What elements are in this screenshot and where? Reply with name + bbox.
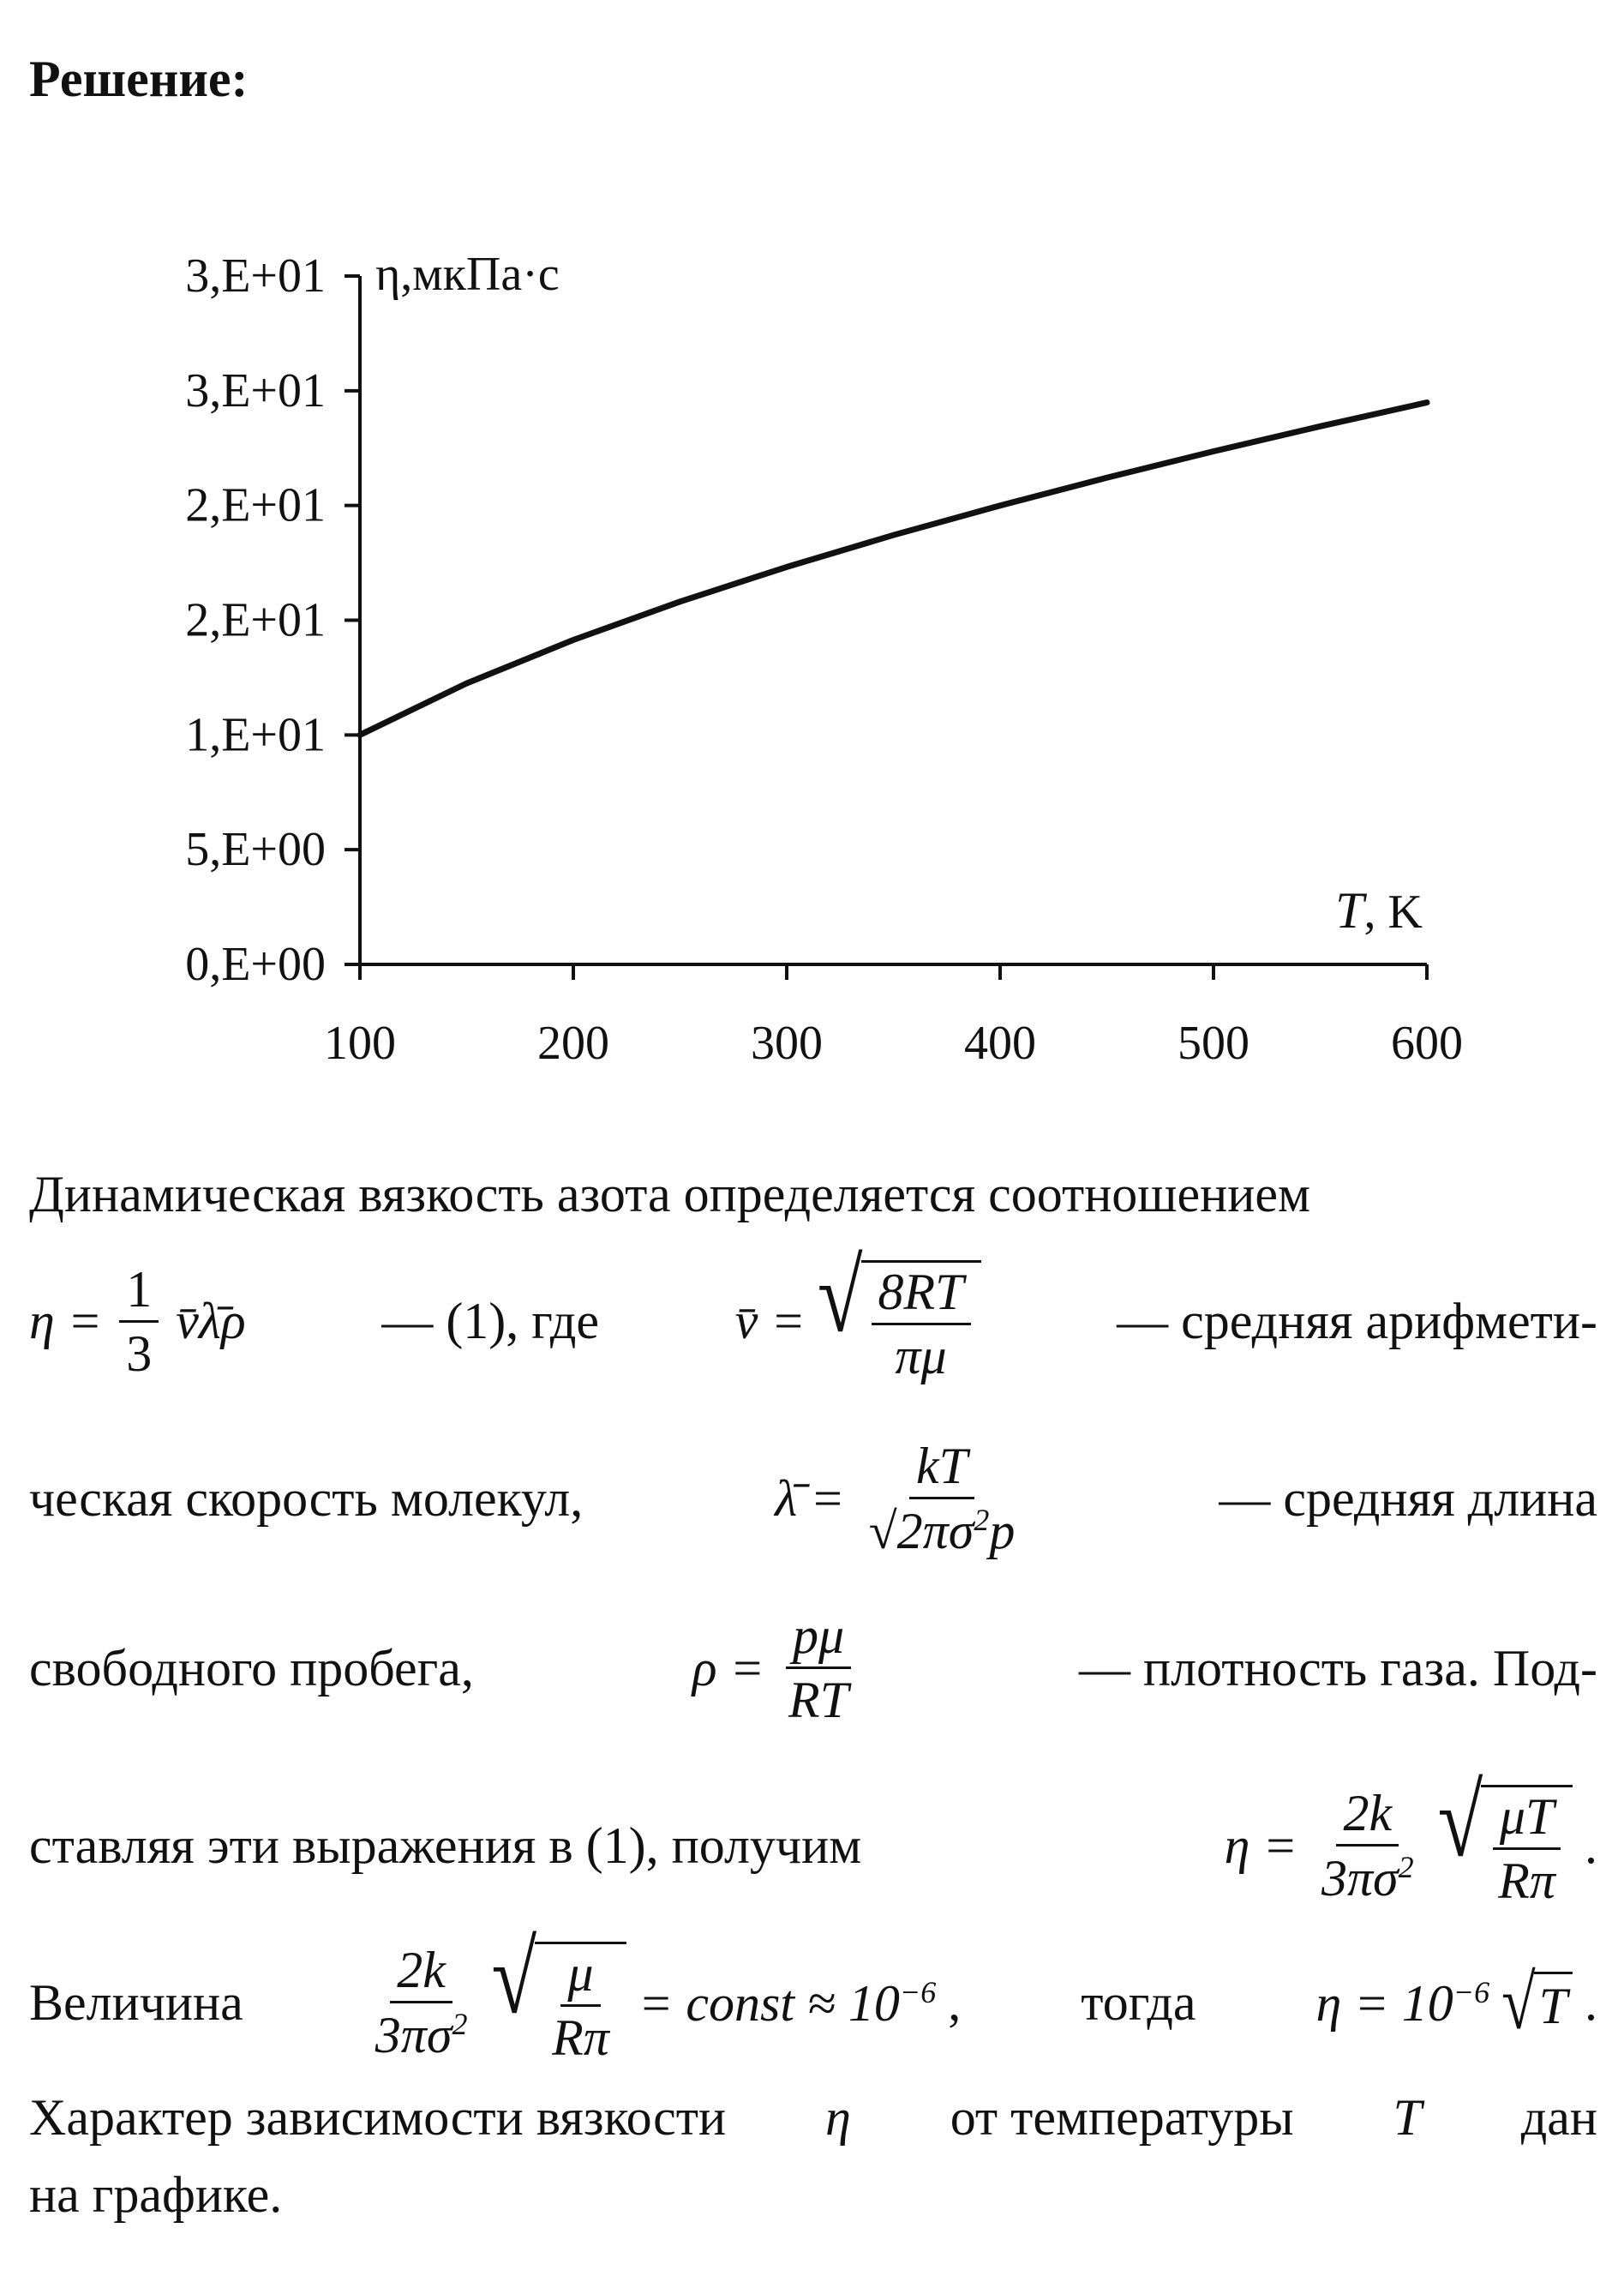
y-axis-label: η,мкПа·с bbox=[375, 248, 560, 301]
text-l4-end: — плотность газа. Под- bbox=[1079, 1639, 1597, 1696]
x-axis-label-symbol: T bbox=[1335, 882, 1364, 939]
text-line-3 bbox=[29, 1440, 1597, 1557]
eta-equals: η = bbox=[29, 1293, 103, 1349]
vbar-equals: v̄ = bbox=[734, 1293, 806, 1349]
text-l6-start: Величина bbox=[29, 1974, 243, 2031]
text-l1: Динамическая вязкость азота определяется соотношением bbox=[29, 1166, 1310, 1222]
x-axis-label-unit: , K bbox=[1363, 886, 1423, 939]
text-l3-start: ческая скорость молекул, bbox=[29, 1470, 584, 1527]
fraction-mean-free-path: $\frac{kT}{√2\pi\sigma^2p}$ bbox=[868, 1438, 1016, 1559]
text-l2-end: — средняя арифмети- bbox=[1117, 1293, 1597, 1349]
dot-l5: . bbox=[1585, 1817, 1597, 1874]
y-tick-label: 2,E+01 bbox=[185, 593, 326, 647]
eta-final: η = 10 bbox=[1315, 1974, 1453, 2032]
y-tick-label: 5,E+00 bbox=[185, 823, 326, 877]
solution-heading: Решение: bbox=[29, 51, 249, 107]
y-tick-label: 3,E+01 bbox=[185, 363, 326, 417]
sqrt-8rt-pimu: √ $\frac{8RT}{\pi\mu}$ bbox=[818, 1260, 981, 1382]
sqrt-mut-rpi: √ $\frac{\mu T}{R\pi}$ bbox=[1438, 1785, 1573, 1907]
text-l5-start: ставляя эти выражения в (1), получим bbox=[29, 1817, 862, 1874]
text-line-5 bbox=[29, 1763, 1597, 1909]
fraction-density: $\frac{p\mu}{RT}$ bbox=[782, 1610, 855, 1726]
text-line-6: Величина $\frac{2k}{3\pi\sigma^2}$ √ $\frac{\mu}{R\pi}$ = const ≈ $10^{-6}$ , тогда $\eta = 10^{-6}$ √ T . bbox=[29, 1919, 1597, 2066]
eta-equals-2: η = bbox=[1224, 1817, 1297, 1874]
lambda-equals: λ̄ = bbox=[775, 1470, 845, 1527]
text-line-2 bbox=[29, 1238, 1597, 1384]
t-symbol: T bbox=[1393, 2089, 1422, 2146]
y-ticks bbox=[185, 249, 360, 991]
text-l4-start: свободного пробега, bbox=[29, 1639, 474, 1696]
x-tick-label: 300 bbox=[751, 1017, 823, 1070]
eta-symbol: η bbox=[825, 2089, 851, 2146]
text-line-8 bbox=[29, 2166, 1597, 2223]
y-tick-label: 1,E+01 bbox=[185, 708, 326, 762]
x-tick-label: 100 bbox=[324, 1017, 396, 1070]
text-l3-end: — средняя длина bbox=[1219, 1470, 1597, 1527]
x-axis-label bbox=[1335, 882, 1423, 939]
const-approx: = const ≈ 10 bbox=[638, 1974, 900, 2032]
sqrt-mu-rpi: √ $\frac{\mu}{R\pi}$ bbox=[491, 1942, 626, 2063]
fraction-one-third: $\frac{1}{3}$ bbox=[119, 1264, 159, 1379]
text-l7-b: от температуры bbox=[950, 2089, 1294, 2146]
text-line-4 bbox=[29, 1607, 1597, 1728]
rho-equals: ρ = bbox=[692, 1639, 765, 1696]
text-l7-c: дан bbox=[1520, 2089, 1597, 2146]
sqrt-t: √ T bbox=[1501, 1972, 1573, 2033]
text-l7-a: Характер зависимости вязкости bbox=[29, 2089, 727, 2146]
y-tick-label: 0,E+00 bbox=[185, 938, 326, 991]
x-tick-label: 400 bbox=[964, 1017, 1036, 1070]
viscosity-chart bbox=[0, 0, 1624, 1114]
text-line-7 bbox=[29, 2089, 1597, 2146]
text-l6-then: тогда bbox=[1081, 1974, 1196, 2031]
text-line-1 bbox=[29, 1168, 1597, 1220]
x-ticks bbox=[324, 964, 1463, 1070]
y-tick-label: 2,E+01 bbox=[185, 478, 326, 532]
y-tick-label: 3,E+01 bbox=[185, 249, 326, 303]
x-tick-label: 500 bbox=[1178, 1017, 1249, 1070]
fraction-2k: $\frac{2k}{3\pi\sigma^2}$ bbox=[1321, 1785, 1414, 1907]
x-tick-label: 600 bbox=[1391, 1017, 1463, 1070]
text-l8: на графике. bbox=[29, 2166, 283, 2223]
x-tick-label: 200 bbox=[537, 1017, 609, 1070]
fraction-2k-b: $\frac{2k}{3\pi\sigma^2}$ bbox=[375, 1942, 468, 2063]
text-l2-mid: — (1), где bbox=[381, 1293, 600, 1349]
v-lambda-rho: v̄λ̄ρ bbox=[176, 1293, 246, 1349]
series-line bbox=[360, 403, 1427, 736]
